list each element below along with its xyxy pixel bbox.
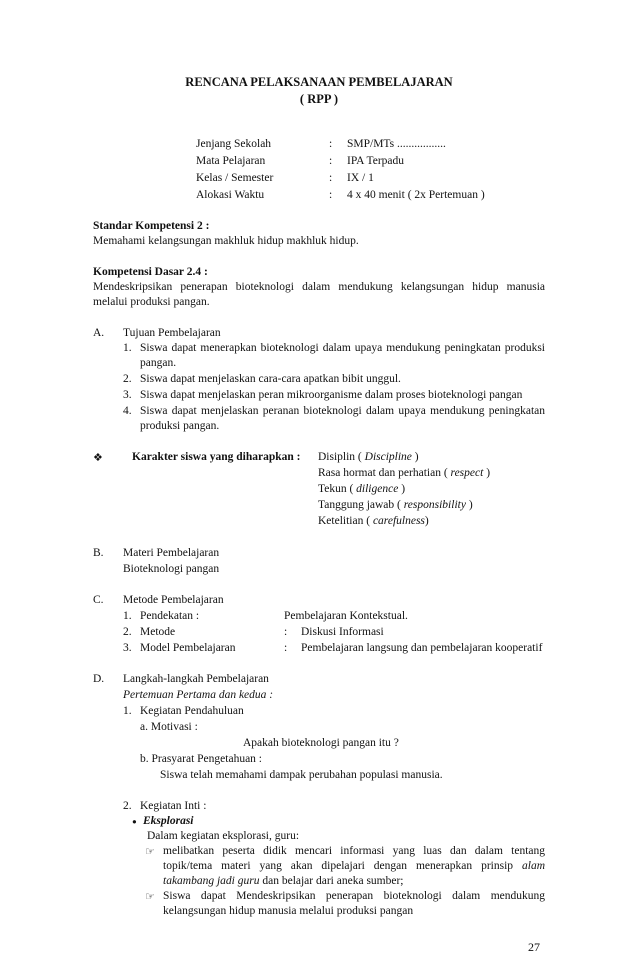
identity-label: Kelas / Semester: [196, 172, 274, 184]
pointing-hand-icon: ☞: [145, 890, 155, 903]
metode-value: Pembelajaran langsung dan pembelajaran kooperatif: [301, 642, 543, 654]
section-c-heading: Metode Pembelajaran: [123, 594, 224, 606]
sk-heading: Standar Kompetensi 2 :: [93, 220, 210, 232]
page-subtitle: ( RPP ): [299, 92, 339, 106]
list-item: Siswa dapat menjelaskan peran mikroorganisme dalam proses bioteknologi pangan: [140, 389, 523, 401]
list-number: 2.: [123, 373, 132, 385]
identity-label: Alokasi Waktu: [196, 189, 265, 201]
section-b-text: Bioteknologi pangan: [123, 563, 220, 575]
eksplorasi-point-cont: takambang jadi guru dan belajar dari aneka sumber;: [163, 875, 404, 887]
bullet-icon: •: [131, 815, 138, 829]
list-number: 4.: [123, 405, 132, 417]
motivasi-text: Apakah bioteknologi pangan itu ?: [243, 737, 399, 749]
list-number: 1.: [123, 342, 132, 354]
page-title: RENCANA PELAKSANAAN PEMBELAJARAN: [185, 75, 453, 89]
metode-value: Pembelajaran Kontekstual.: [284, 610, 408, 622]
karakter-item: Disiplin ( Discipline ): [318, 451, 419, 463]
section-letter: B.: [93, 547, 104, 559]
motivasi-label: a. Motivasi :: [140, 721, 198, 733]
section-letter: D.: [93, 673, 105, 685]
kd-text-line: melalui produksi pangan.: [93, 296, 210, 308]
eksplorasi-point-cont: topik/tema materi yang akan dipelajari dengan menerapkan prinsip alam: [163, 860, 545, 872]
metode-label: Model Pembelajaran: [140, 642, 236, 654]
list-item: Siswa dapat menjelaskan cara-cara apatkan bibit unggul.: [140, 373, 401, 385]
prasyarat-label: b. Prasyarat Pengetahuan :: [140, 753, 262, 765]
pertemuan-label: Pertemuan Pertama dan kedua :: [123, 689, 274, 701]
identity-label: Jenjang Sekolah: [196, 138, 272, 150]
identity-label: Mata Pelajaran: [196, 155, 266, 167]
karakter-item: Rasa hormat dan perhatian ( respect ): [318, 467, 491, 479]
kd-heading: Kompetensi Dasar 2.4 :: [93, 266, 208, 278]
list-number: 3.: [123, 389, 132, 401]
list-number: 2.: [123, 626, 132, 638]
list-item-cont: produksi pangan.: [140, 420, 220, 432]
eksplorasi-point: Siswa dapat Mendeskripsikan penerapan bioteknologi dalam mendukung: [163, 890, 545, 902]
eksplorasi-title: Eksplorasi: [143, 815, 194, 827]
karakter-item: Tanggung jawab ( responsibility ): [318, 499, 473, 511]
eksplorasi-point: melibatkan peserta didik mencari informasi yang luas dan dalam tentang: [163, 845, 545, 857]
identity-sep: :: [329, 155, 333, 167]
eksplorasi-point-cont: kelangsungan hidup manusia melalui produksi pangan: [163, 905, 414, 917]
section-b-heading: Materi Pembelajaran: [123, 547, 220, 559]
section-a-heading: Tujuan Pembelajaran: [123, 327, 221, 339]
kegiatan-inti-title: Kegiatan Inti :: [140, 800, 207, 812]
identity-sep: :: [329, 172, 333, 184]
list-item: Siswa dapat menjelaskan peranan bioteknologi dalam upaya mendukung peningkatan: [140, 405, 545, 417]
identity-value: IPA Terpadu: [347, 155, 405, 167]
metode-label: Pendekatan :: [140, 610, 200, 622]
identity-sep: :: [329, 138, 333, 150]
list-number: 3.: [123, 642, 132, 654]
list-item: Siswa dapat menerapkan bioteknologi dalam upaya mendukung peningkatan produksi: [140, 342, 545, 354]
pointing-hand-icon: ☞: [145, 845, 155, 858]
section-letter: C.: [93, 594, 104, 606]
karakter-item: Ketelitian ( carefulness): [318, 515, 429, 527]
identity-value: SMP/MTs .................: [347, 138, 446, 150]
eksplorasi-intro: Dalam kegiatan eksplorasi, guru:: [147, 830, 300, 842]
kd-text-line: Mendeskripsikan penerapan bioteknologi dalam mendukung kelangsungan hidup manusia: [93, 281, 545, 293]
karakter-label: Karakter siswa yang diharapkan :: [132, 451, 301, 463]
metode-label: Metode: [140, 626, 176, 638]
sk-text: Memahami kelangsungan makhluk hidup makhluk hidup.: [93, 235, 359, 247]
karakter-item: Tekun ( diligence ): [318, 483, 406, 495]
list-number: 1.: [123, 705, 132, 717]
metode-sep: :: [284, 626, 288, 638]
metode-sep: :: [284, 642, 288, 654]
page-number: 27: [528, 940, 540, 954]
diamond-bullet-icon: ❖: [93, 451, 103, 464]
metode-value: Diskusi Informasi: [301, 626, 384, 638]
identity-value: IX / 1: [347, 172, 374, 184]
identity-value: 4 x 40 menit ( 2x Pertemuan ): [347, 189, 485, 201]
identity-sep: :: [329, 189, 333, 201]
list-item-cont: pangan.: [140, 357, 177, 369]
list-number: 2.: [123, 800, 132, 812]
section-d-heading: Langkah-langkah Pembelajaran: [123, 673, 269, 685]
list-number: 1.: [123, 610, 132, 622]
kegiatan-pendahuluan-title: Kegiatan Pendahuluan: [140, 705, 244, 717]
prasyarat-text: Siswa telah memahami dampak perubahan populasi manusia.: [160, 769, 443, 781]
section-letter: A.: [93, 327, 105, 339]
